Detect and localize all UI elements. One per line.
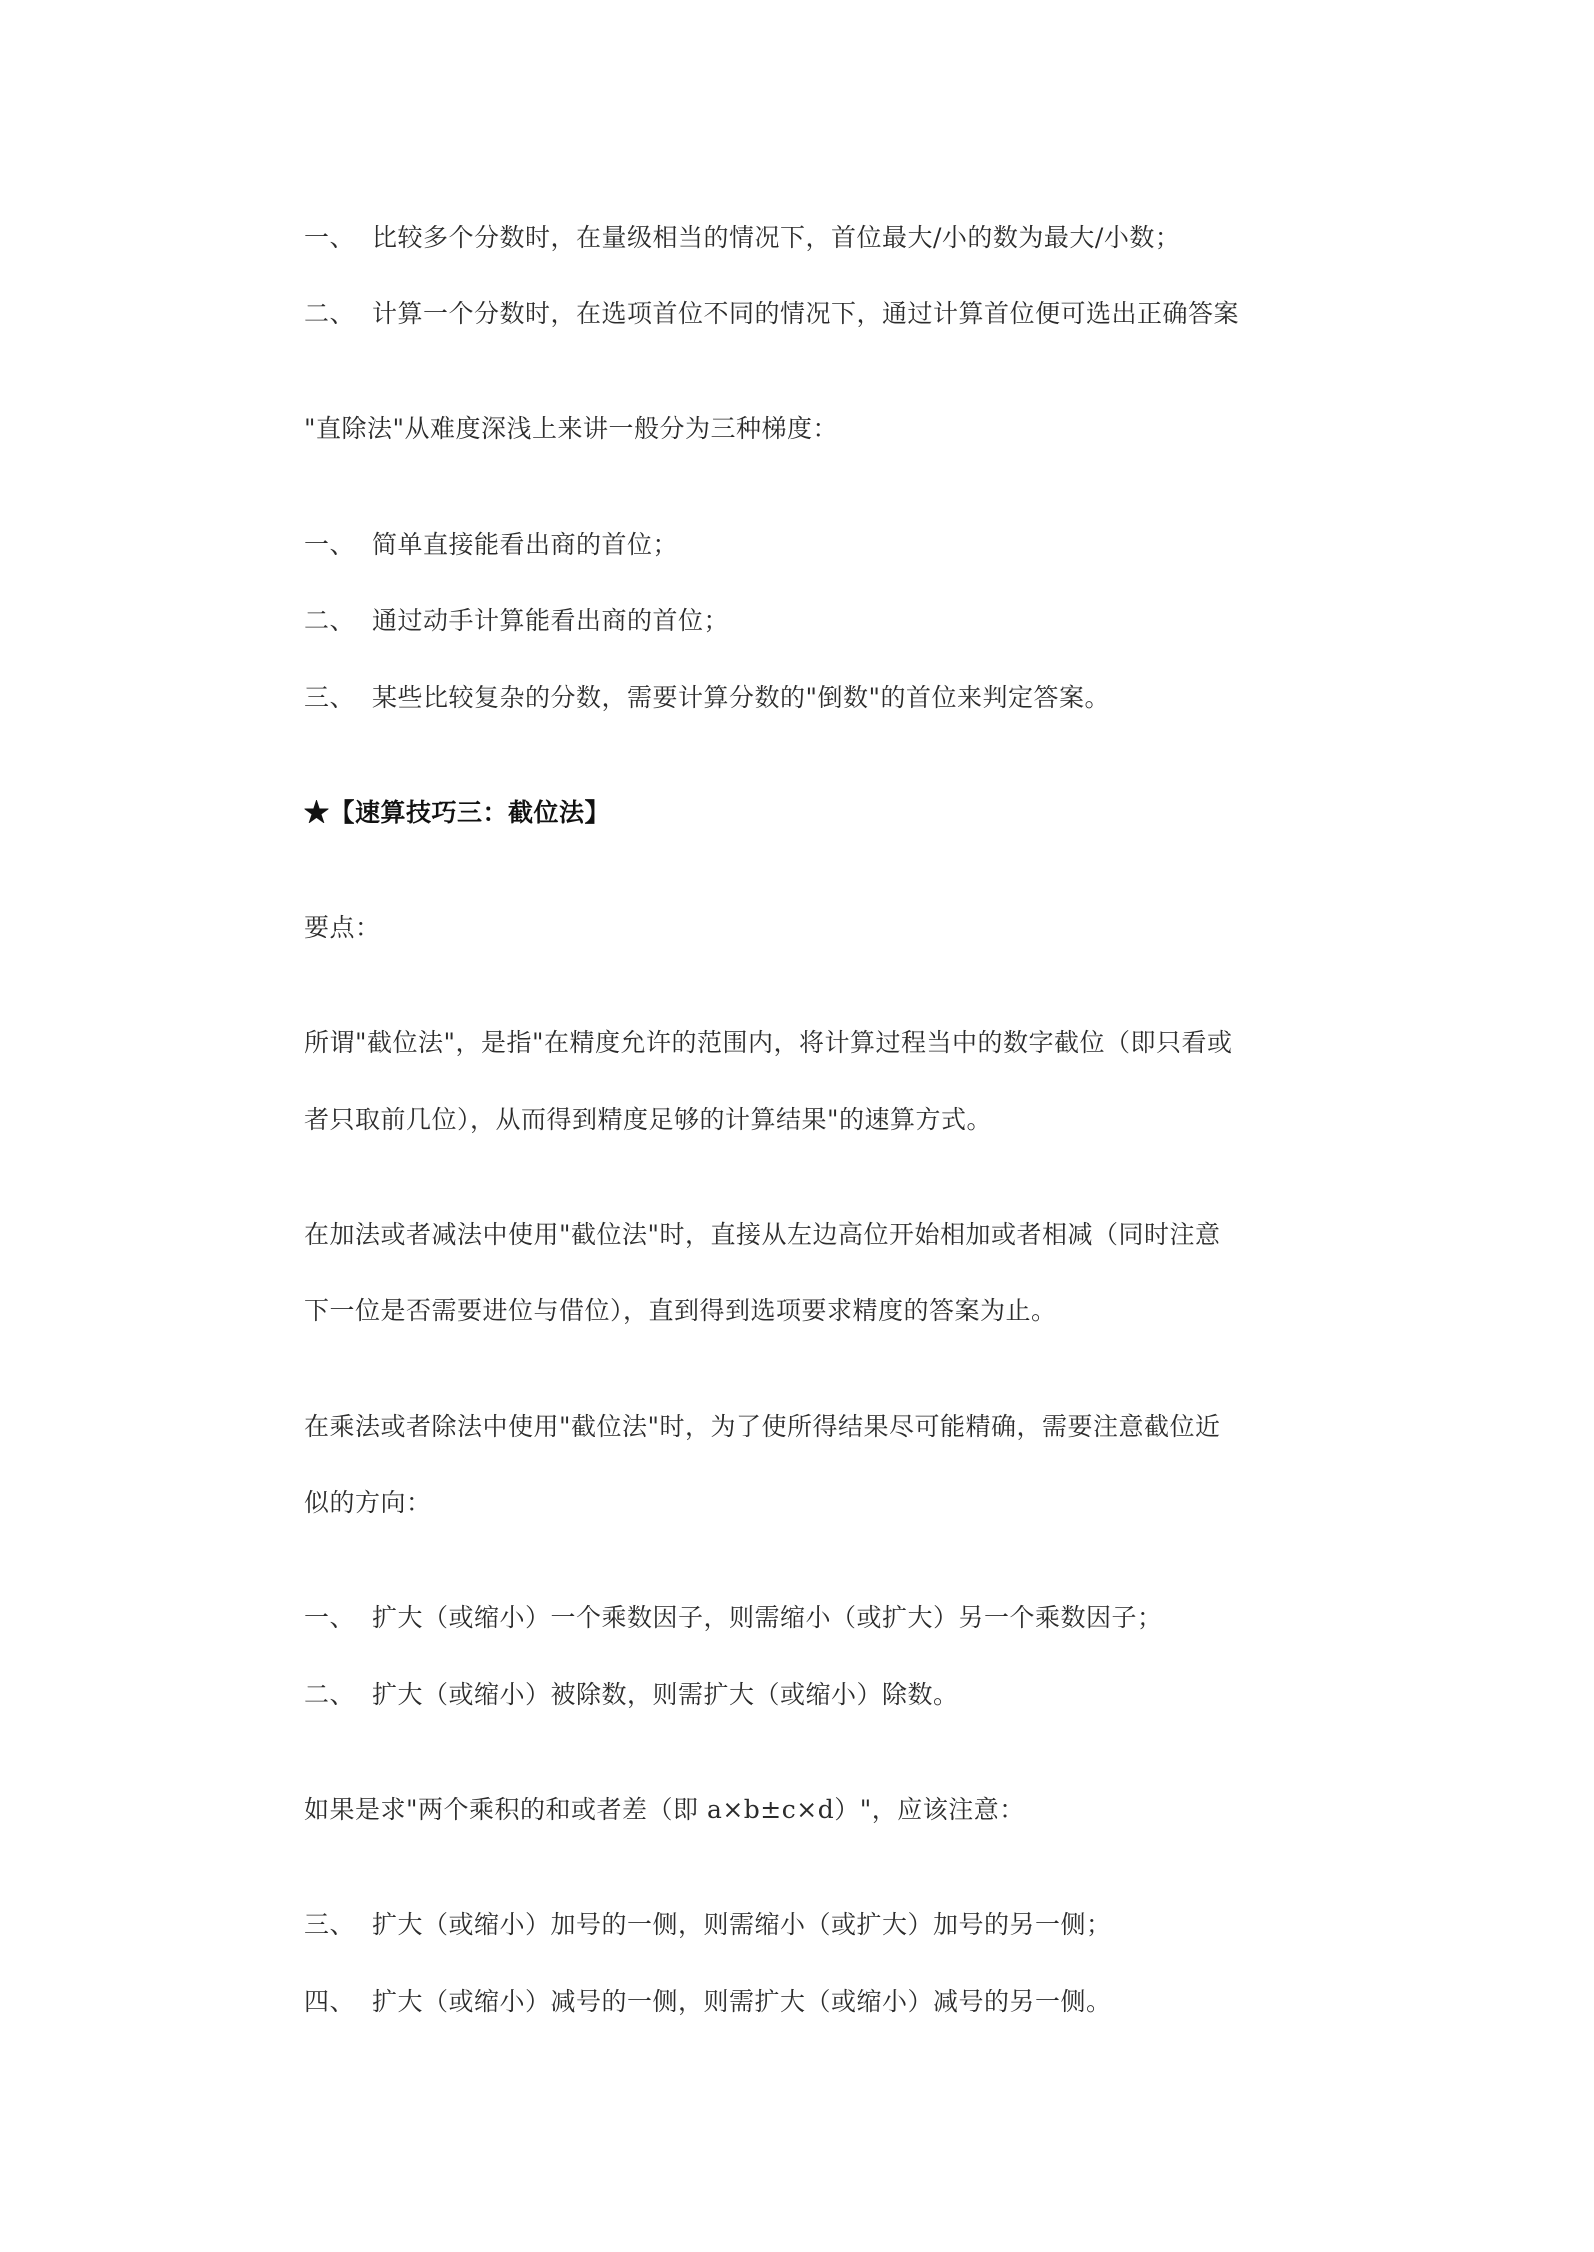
list-item [304, 528, 678, 562]
paragraph-line: 下一位是否需要进位与借位），直到得到选项要求精度的答案为止。 [304, 1296, 1057, 1325]
paragraph-line: 在加法或者减法中使用"截位法"时，直接从左边高位开始相加或者相减（同时注意 [304, 1220, 1221, 1249]
list-number: 一、 [304, 1603, 356, 1632]
list-text: 某些比较复杂的分数，需要计算分数的"倒数"的首位来判定答案。 [372, 683, 1111, 712]
key-points-label: 要点： [304, 913, 381, 942]
list-item [304, 221, 1180, 255]
list-item [304, 297, 1239, 331]
list-item [304, 681, 1110, 715]
list-number: 三、 [304, 683, 356, 712]
list-number: 一、 [304, 223, 356, 252]
paragraph-line: 者只取前几位），从而得到精度足够的计算结果"的速算方式。 [304, 1105, 993, 1134]
list-item [304, 1601, 1163, 1635]
paragraph-line: 如果是求"两个乘积的和或者差（即 a×b±c×d）"，应该注意： [304, 1795, 1025, 1824]
list-text: 扩大（或缩小）被除数，则需扩大（或缩小）除数。 [372, 1680, 959, 1709]
section-heading: ★【速算技巧三：截位法】 [304, 798, 611, 827]
list-number: 三、 [304, 1910, 356, 1939]
list-text: 简单直接能看出商的首位； [372, 530, 679, 559]
list-text: 比较多个分数时，在量级相当的情况下，首位最大/小的数为最大/小数； [372, 223, 1181, 252]
zhichu-intro: "直除法"从难度深浅上来讲一般分为三种梯度： [304, 414, 838, 443]
list-number: 二、 [304, 606, 356, 635]
list-item [304, 1908, 1112, 1942]
list-text: 通过动手计算能看出商的首位； [372, 606, 730, 635]
paragraph-line: 所谓"截位法"，是指"在精度允许的范围内，将计算过程当中的数字截位（即只看或 [304, 1028, 1233, 1057]
list-item [304, 604, 729, 638]
list-item [304, 1678, 959, 1712]
list-number: 一、 [304, 530, 356, 559]
paragraph-line: 在乘法或者除法中使用"截位法"时，为了使所得结果尽可能精确，需要注意截位近 [304, 1412, 1221, 1441]
list-text: 扩大（或缩小）一个乘数因子，则需缩小（或扩大）另一个乘数因子； [372, 1603, 1163, 1632]
list-item [304, 1985, 1112, 2019]
paragraph-line: 似的方向： [304, 1488, 432, 1517]
list-number: 四、 [304, 1987, 356, 2016]
list-text: 计算一个分数时，在选项首位不同的情况下，通过计算首位便可选出正确答案 [372, 299, 1240, 328]
list-text: 扩大（或缩小）减号的一侧，则需扩大（或缩小）减号的另一侧。 [372, 1987, 1112, 2016]
list-number: 二、 [304, 1680, 356, 1709]
list-text: 扩大（或缩小）加号的一侧，则需缩小（或扩大）加号的另一侧； [372, 1910, 1112, 1939]
list-number: 二、 [304, 299, 356, 328]
